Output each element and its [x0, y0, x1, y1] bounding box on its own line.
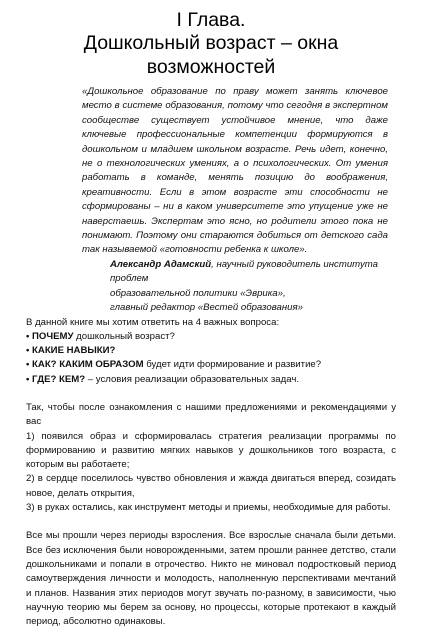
chapter-number: I Глава.: [26, 0, 396, 31]
question-2: • КАКИЕ НАВЫКИ?: [26, 344, 396, 358]
outcome-intro: Так, чтобы после ознакомления с нашими предложениями и рекомендациями у вас: [26, 401, 396, 430]
chapter-title: Дошкольный возраст – окна возможностей: [26, 31, 396, 79]
author-role-2: образовательной политики «Эврика»,: [110, 288, 286, 299]
body-text: [26, 316, 396, 629]
question-1: • ПОЧЕМУ дошкольный возраст?: [26, 330, 396, 344]
author-name: Александр Адамский: [110, 259, 211, 270]
question-3: • КАК? КАКИМ ОБРАЗОМ будет идти формирование и развитие?: [26, 358, 396, 372]
author-role-3: главный редактор «Вестей образования»: [110, 302, 303, 313]
growth-paragraph: Все мы прошли через периоды взросления. Все взрослые сначала были детьми. Все без исключения были новорожденными, затем прошли раннее детство, стали дошкольниками и попали в отрочество. Никто не миновал подростковый период самоутверждения личности и молодость, наполненную перспективами мечтаний и планов. Названия этих периодов могут звучать по-разному, в зависимости, чью научную теорию мы берем за основу, но процессы, которые протекают в каждый период, абсолютно одинаковы.: [26, 529, 396, 629]
author-role-1: , научный руководитель института проблем: [110, 259, 378, 284]
outcome-item-2: 2) в сердце поселилось чувство обновления и жажда двигаться вперед, созидать новое, делать открытия,: [26, 472, 396, 501]
epigraph-quote: «Дошкольное образование по праву может занять ключевое место в системе образования, потому что сегодня в экспертном сообществе существует устойчивое мнение, что даже ключевые профессиональные компетенции формируются в дошкольном и младшем школьном возрасте. Речь идет, конечно, не о технологических умениях, а о психологических. От умения работать в команде, менять позицию до воображения, креативности. Если в этом возрасте эти способности не сформированы – ни в каком университете это упущение уже не наверстаешь. Экспертам это ясно, но родители этого пока не понимают. Поэтому они стараются добиться от детского сада так называемой «готовности ребенка к школе».: [82, 85, 396, 258]
epigraph-signature: [110, 258, 396, 316]
intro-paragraph: В данной книге мы хотим ответить на 4 важных вопроса:: [26, 316, 396, 330]
outcome-item-1: 1) появился образ и сформировалась стратегия реализации программы по формированию и развитию мягких навыков у дошкольников того возраста, с которым вы работаете;: [26, 430, 396, 473]
outcome-item-3: 3) в руках остались, как инструмент методы и приемы, необходимые для работы.: [26, 501, 396, 515]
question-4: • ГДЕ? КЕМ? – условия реализации образовательных задач.: [26, 373, 396, 387]
